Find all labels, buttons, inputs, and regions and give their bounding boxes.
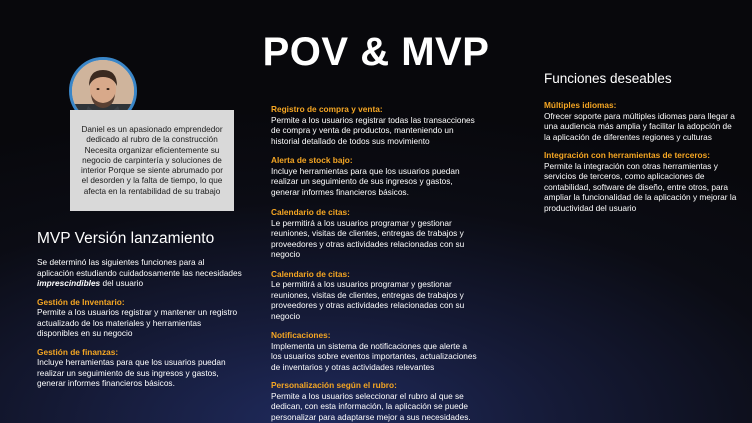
mvp-item-text: Permite a los usuarios registrar y mantener un registro actualizado de los materiales y herramientas disponibles en su negocio: [37, 307, 238, 338]
page-title: POV & MVP: [262, 30, 490, 74]
mvp-item-heading: Gestión de finanzas:: [37, 346, 119, 357]
desirable-section-title: Funciones deseables: [544, 71, 672, 86]
mvp-intro-text: Se determinó las siguientes funciones para al aplicación estudiando cuidadosamente las necesidades: [37, 257, 242, 278]
mvp-intro-suffix: del usuario: [100, 278, 144, 288]
desirable-item-text: Permite la integración con otras herramientas y servicios de terceros, como aplicaciones de contabilidad, software de diseño, entre otros, para ampliar la funcionalidad de la aplicación y mejorar la productividad del usuario: [544, 160, 737, 213]
desirable-section: [544, 100, 739, 213]
persona-description: Daniel es un apasionado emprendedor dedicado al rubro de la construcción Necesita organizar eficientemente su negocio de carpintería y soluciones de interior Porque se siente abrumado por el desorden y la falta de tiempo, lo que afecta en la rentabilidad de su trabajo: [81, 125, 223, 196]
feature-text: Le permitirá a los usuarios programar y gestionar reuniones, visitas de clientes, entregas de trabajos y proveedores y otras actividades relacionadas con su negocio: [271, 279, 465, 321]
mvp-item-heading: Gestión de Inventario:: [37, 296, 125, 307]
desirable-item-heading: Múltiples idiomas:: [544, 100, 617, 110]
desirable-item-heading: Integración con herramientas de terceros:: [544, 150, 710, 160]
feature-heading: Notificaciones:: [271, 330, 331, 340]
feature-text: Le permitirá a los usuarios programar y gestionar reuniones, visitas de clientes, entregas de trabajos y proveedores y otras actividades relacionadas con su negocio: [271, 217, 465, 259]
mvp-item-text: Incluye herramientas para que los usuarios puedan realizar un seguimiento de sus ingresos y gastos, generar informes financieros básicos.: [37, 357, 226, 388]
mvp-section-title: MVP Versión lanzamiento: [37, 230, 215, 247]
persona-card: [70, 110, 234, 211]
feature-text: Permite a los usuarios registrar todas las transacciones de compra y venta de productos, manteniendo un historial detallado de todos sus movimiento: [271, 114, 475, 146]
mvp-section: [37, 257, 242, 389]
feature-text: Permite a los usuarios seleccionar el rubro al que se dedican, con esta información, la aplicación se puede personalizar para adaptarse mejor a sus necesidades.: [271, 390, 471, 422]
feature-heading: Personalización según el rubro:: [271, 380, 397, 390]
feature-heading: Alerta de stock bajo:: [271, 155, 353, 165]
desirable-item-text: Ofrecer soporte para múltiples idiomas para llegar a una audiencia más amplia y facilitar la adopción de la aplicación de diferentes regiones y culturas: [544, 110, 735, 142]
mvp-intro-emphasis: imprescindibles: [37, 278, 101, 288]
feature-text: Incluye herramientas para que los usuarios puedan realizar un seguimiento de sus ingresos y gastos, generar informes financieros básicos.: [271, 165, 460, 197]
feature-heading: Calendario de citas:: [271, 268, 350, 279]
mvp-intro: [37, 257, 242, 289]
feature-heading: Registro de compra y venta:: [271, 104, 383, 114]
features-list: [271, 104, 479, 422]
feature-heading: Calendario de citas:: [271, 207, 350, 217]
feature-text: Implementa un sistema de notificaciones que alerte a los usuarios sobre eventos importantes, actualizaciones de inventarios y otras actividades relevantes: [271, 340, 477, 372]
